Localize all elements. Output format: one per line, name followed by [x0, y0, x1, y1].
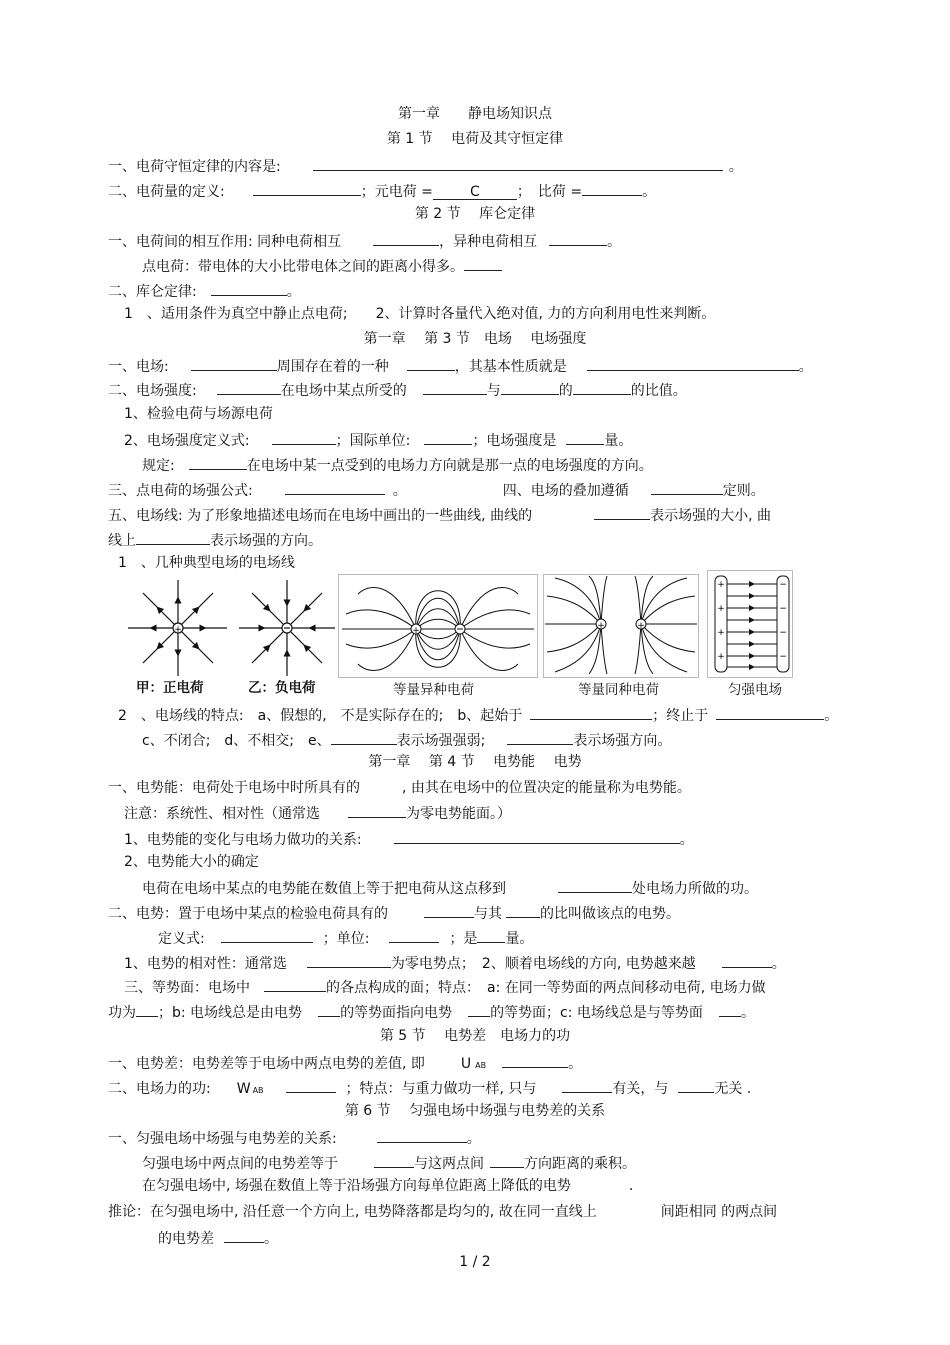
work-relation-line: 1、电势能的变化与电场力做功的关系: 。: [124, 829, 694, 849]
svg-text:+: +: [637, 621, 645, 631]
field-line-props-line-2: c、不闭合; d、不相交; e、 表示场强强弱; 表示场强方向。: [142, 730, 671, 750]
coulomb-law-line: 二、库仑定律: 。: [108, 281, 301, 301]
positive-charge-field-figure: [125, 578, 230, 678]
section-3-title: 第一章 第 3 节 电场 电场强度: [363, 331, 587, 347]
chapter-title: 第一章 静电场知识点: [398, 106, 552, 122]
svg-text:−: −: [779, 580, 787, 590]
uniform-field-caption: 匀强电场: [728, 682, 782, 698]
charge-conservation-line: 一、电荷守恒定律的内容是: 。: [108, 156, 743, 176]
field-strength-line: 二、电场强度: 在电场中某点所受的 与 的 的比值。: [108, 380, 687, 400]
point-charge-line: 点电荷：带电体的大小比带电体之间的距离小得多。: [142, 256, 502, 276]
page-number: 1 / 2: [459, 1254, 491, 1270]
negative-charge-field-figure: [237, 578, 337, 678]
section-2-title: 第 2 节 库仑定律: [414, 206, 536, 222]
svg-text:−: −: [779, 628, 787, 638]
field-line-props-line: 2 、电场线的特点: a、假想的, 不是实际存在的; b、起始于 ；终止于 。: [118, 705, 838, 725]
equipotential-line: 三、等势面：电场中 的各点构成的面；特点： a: 在同一等势面的两点间移动电荷, 电场力做: [124, 977, 766, 997]
energy-magnitude-heading: 2、电势能大小的确定: [124, 854, 259, 870]
equipotential-line-2: 功为 ；b: 电场线总是由电势 的等势面指向电势 的等势面；c: 电场线总是与等势面 。: [108, 1002, 755, 1022]
potential-relativity-line: 1、电势的相对性：通常选 为零电势点； 2、顺着电场线的方向, 电势越来越 。: [124, 953, 786, 973]
potential-difference-line: 一、电势差：电势差等于电场中两点电势的差值, 即 U AB 。: [108, 1053, 582, 1075]
potential-formula-line: 定义式: ；单位: ；是 量。: [158, 928, 533, 948]
corollary-line: 推论：在匀强电场中, 沿任意一个方向上, 电势降落都是均匀的, 故在同一直线上 间距相同 的两点间: [108, 1204, 778, 1220]
same-charges-caption: 等量同种电荷: [578, 682, 659, 698]
uniform-field-figure: [707, 570, 793, 678]
field-direction-rule-line: 规定: 在电场中某一点受到的电场力方向就是那一点的电场强度的方向。: [142, 455, 653, 475]
corollary-line-2: 的电势差 。: [158, 1228, 278, 1248]
interaction-line: 一、电荷间的相互作用: 同种电荷相互 ，异种电荷相互 。: [108, 231, 621, 251]
svg-text:+: +: [174, 625, 182, 635]
section-5-title: 第 5 节 电势差 电场力的功: [379, 1028, 571, 1044]
negative-charge-caption: 乙：负电荷: [248, 680, 316, 696]
section-1-title: 第 1 节 电荷及其守恒定律: [386, 131, 564, 147]
svg-text:+: +: [717, 604, 725, 614]
potential-line: 二、电势：置于电场中某点的检验电荷具有的 与其 的比叫做该点的电势。: [108, 903, 680, 923]
svg-text:+: +: [717, 580, 725, 590]
svg-text:−: −: [779, 652, 787, 662]
svg-text:+: +: [597, 621, 605, 631]
test-charge-line: 1、检验电荷与场源电荷: [124, 406, 273, 422]
svg-text:+: +: [717, 628, 725, 638]
uniform-relation-line: 一、匀强电场中场强与电势差的关系: 。: [108, 1128, 481, 1148]
uniform-relation-line-3: 在匀强电场中, 场强在数值上等于沿场强方向每单位距离上降低的电势 .: [142, 1178, 634, 1194]
opposite-charges-caption: 等量异种电荷: [393, 682, 474, 698]
potential-energy-line: 一、电势能：电荷处于电场中时所具有的 , 由其在电场中的位置决定的能量称为电势能。: [108, 780, 691, 796]
svg-text:+: +: [412, 626, 420, 636]
point-charge-field-line: 三、点电荷的场强公式: 。 四、电场的叠加遵循 定则。: [108, 480, 765, 500]
uniform-relation-line-2: 匀强电场中两点间的电势差等于 与这两点间 方向距离的乘积。: [142, 1153, 636, 1173]
note-line: 注意：系统性、相对性（通常选 为零电势能面。）: [124, 803, 511, 823]
section-4-title: 第一章 第 4 节 电势能 电势: [368, 754, 582, 770]
coulomb-conditions-line: 1 、适用条件为真空中静止点电荷; 2、计算时各量代入绝对值, 力的方向利用电性来判断。: [124, 306, 716, 322]
field-work-line: 二、电场力的功: W AB ；特点：与重力做功一样, 只与 有关，与 无关 .: [108, 1078, 751, 1100]
positive-charge-caption: 甲：正电荷: [136, 680, 204, 696]
field-lines-def-line: 五、电场线: 为了形象地描述电场而在电场中画出的一些曲线, 曲线的 表示场强的大小, 曲: [108, 505, 771, 525]
svg-text:−: −: [779, 604, 787, 614]
field-lines-def-line-2: 线上 表示场强的方向。: [108, 530, 322, 550]
electric-field-line: 一、电场: 周围存在着的一种 ，其基本性质就是 。: [108, 356, 813, 376]
section-6-title: 第 6 节 匀强电场中场强与电势差的关系: [344, 1103, 606, 1119]
svg-text:+: +: [717, 652, 725, 662]
typical-field-lines-heading: 1 、几种典型电场的电场线: [118, 555, 295, 571]
same-charges-field-figure: [543, 574, 699, 678]
energy-magnitude-line: 电荷在电场中某点的电势能在数值上等于把电荷从这点移到 处电场力所做的功。: [142, 878, 758, 898]
opposite-charges-field-figure: [338, 574, 538, 678]
charge-definition-line: 二、电荷量的定义: ；元电荷 = C ； 比荷 = 。: [108, 181, 656, 201]
definition-formula-line: 2、电场强度定义式: ；国际单位: ；电场强度是 量。: [124, 430, 632, 450]
